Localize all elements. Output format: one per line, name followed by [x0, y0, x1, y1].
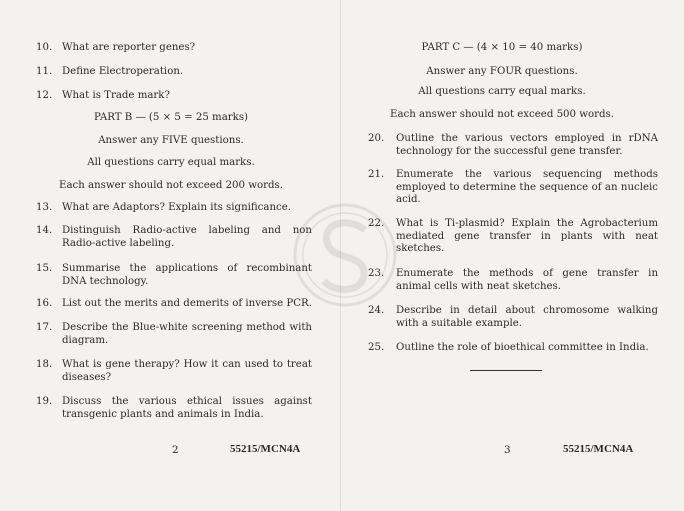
question-text: Summarise the applications of recombinant DNA technology. — [62, 263, 312, 287]
page-number: 3 — [504, 444, 511, 456]
question-text: Define Electroperation. — [62, 66, 184, 77]
question-text: What is Ti-plasmid? Explain the Agrobacterium mediated gene transfer in plants with neat sketches. — [396, 218, 658, 254]
part-b-instruction: All questions carry equal marks. — [87, 157, 255, 168]
question-text: List out the merits and demerits of inverse PCR. — [62, 298, 312, 309]
question-number: 12. — [36, 90, 53, 101]
question-text: Enumerate the methods of gene transfer in animal cells with neat sketches. — [396, 268, 658, 292]
question-number: 19. — [36, 396, 53, 407]
question-number: 24. — [368, 305, 385, 316]
question-text: Outline the role of bioethical committee in India. — [396, 342, 649, 353]
question-number: 14. — [36, 225, 53, 236]
question-text: Outline the various vectors employed in rDNA technology for the successful gene transfer. — [396, 133, 658, 157]
question-number: 22. — [368, 218, 385, 229]
question-number: 21. — [368, 169, 385, 180]
question-number: 25. — [368, 342, 385, 353]
part-b-heading: PART B — (5 × 5 = 25 marks) — [93, 112, 249, 123]
right-page — [342, 0, 684, 511]
question-text: Enumerate the various sequencing methods employed to determine the sequence of an nucleic acid. — [396, 169, 658, 205]
question-text: What are Adaptors? Explain its significance. — [62, 202, 291, 213]
question-number: 15. — [36, 263, 53, 274]
question-text: Distinguish Radio-active labeling and non Radio-active labeling. — [62, 225, 312, 249]
part-c-heading: PART C — (4 × 10 = 40 marks) — [421, 42, 583, 53]
question-text: What is Trade mark? — [62, 90, 170, 101]
question-number: 17. — [36, 322, 53, 333]
question-number: 16. — [36, 298, 53, 309]
question-number: 20. — [368, 133, 385, 144]
part-c-instruction: All questions carry equal marks. — [418, 86, 586, 97]
question-text: Describe in detail about chromosome walking with a suitable example. — [396, 305, 658, 329]
question-text: What are reporter genes? — [62, 42, 196, 53]
end-line — [470, 370, 542, 371]
question-number: 10. — [36, 42, 53, 53]
paper-code: 55215/MCN4A — [563, 443, 634, 455]
question-number: 18. — [36, 359, 53, 370]
question-number: 11. — [36, 66, 53, 77]
question-text: Discuss the various ethical issues against transgenic plants and animals in India. — [62, 396, 312, 420]
page-number: 2 — [172, 444, 179, 456]
part-b-instruction: Answer any FIVE questions. — [98, 135, 244, 146]
question-number: 23. — [368, 268, 385, 279]
part-b-instruction: Each answer should not exceed 200 words. — [59, 180, 283, 191]
part-c-instruction: Each answer should not exceed 500 words. — [390, 109, 614, 120]
question-number: 13. — [36, 202, 53, 213]
question-text: What is gene therapy? How it can used to treat diseases? — [62, 359, 312, 383]
paper-code: 55215/MCN4A — [230, 443, 301, 455]
question-text: Describe the Blue-white screening method with diagram. — [62, 322, 312, 346]
part-c-instruction: Answer any FOUR questions. — [426, 66, 578, 77]
